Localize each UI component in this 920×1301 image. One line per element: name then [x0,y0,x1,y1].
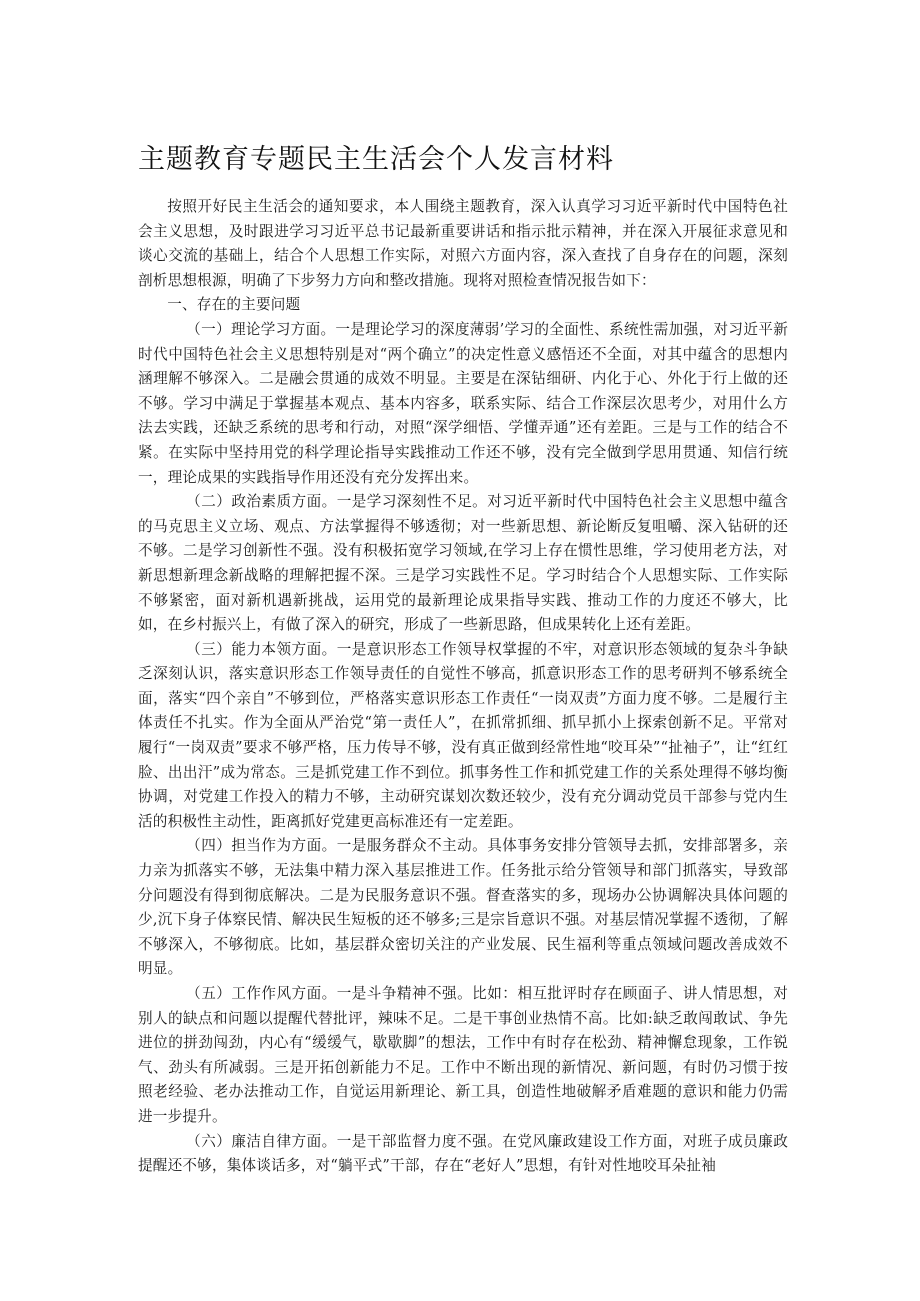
document-page [138,140,788,1179]
item-work-style: （五）工作作风方面。一是斗争精神不强。比如：相互批评时存在顾面子、讲人情思想，对别人的缺点和问题以提醒代替批评，辣味不足。二是干事创业热情不高。比如:缺乏敢闯敢试、争先进位的拼劲闯劲，内心有“缓缓气，歇歇脚”的想法，工作中有时存在松劲、精神懈怠现象，工作锐气、劲头有所减弱。三是开拓创新能力不足。工作中不断出现的新情况、新问题，有时仍习惯于按照老经验、老办法推动工作，自觉运用新理论、新工具，创造性地破解矛盾难题的意识和能力仍需进一步提升。 [138,985,788,1125]
item-integrity: （六）廉洁自律方面。一是干部监督力度不强。在党风廉政建设工作方面，对班子成员廉政提醒还不够，集体谈话多，对“躺平式”干部，存在“老好人”思想，有针对性地咬耳朵扯袖 [138,1132,788,1175]
section-heading-problems: 一、存在的主要问题 [167,296,301,314]
item-responsibility: （四）担当作为方面。一是服务群众不主动。具体事务安排分管领导去抓，安排部署多，亲力亲为抓落实不够，无法集中精力深入基层推进工作。任务批示给分管领导和部门抓落实，导致部分问题没有得到彻底解决。二是为民服务意识不强。督查落实的多，现场办公协调解决具体问题的少,沉下身子体察民情、解决民生短板的还不够多;三是宗旨意识不强。对基层情况掌握不透彻，了解不够深入，不够彻底。比如，基层群众密切关注的产业发展、民生福利等重点领域问题改善成效不明显。 [138,837,788,978]
item-theory-study: （一）理论学习方面。一是理论学习的深度薄弱’学习的全面性、系统性需加强，对习近平新时代中国特色社会主义思想特别是对“两个确立”的决定性意义感悟还不全面，对其中蕴含的思想内涵理解不够深入。二是融会贯通的成效不明显。主要是在深钻细研、内化于心、外化于行上做的还不够。学习中满足于掌握基本观点、基本内容多，联系实际、结合工作深层次思考少，对用什么方法去实践，还缺乏系统的思考和行动，对照“深学细悟、学懂弄通”还有差距。三是与工作的结合不紧。在实际中坚持用党的科学理论指导实践推动工作还不够，没有完全做到学思用贯通、知信行统一，理论成果的实践指导作用还没有充分发挥出来。 [138,320,788,486]
document-title: 主题教育专题民主生活会个人发言材料 [138,144,614,175]
intro-paragraph: 按照开好民主生活会的通知要求，本人围绕主题教育，深入认真学习习近平新时代中国特色社会主义思想，及时跟进学习习近平总书记最新重要讲话和指示批示精神，并在深入开展征求意见和谈心交流的基础上，结合个人思想工作实际，对照六方面内容，深入查找了自身存在的问题，深刻剖析思想根源，明确了下步努力方向和整改措施。现将对照检查情况报告如下： [138,198,788,289]
item-ability: （三）能力本领方面。一是意识形态工作领导权掌握的不牢，对意识形态领域的复杂斗争缺乏深刻认识，落实意识形态工作领导责任的自觉性不够高，抓意识形态工作的思考研判不够系统全面，落实“四个亲自”不够到位，严格落实意识形态工作责任“一岗双责”方面力度不够。二是履行主体责任不扎实。作为全面从严治党“第一责任人”，在抓常抓细、抓早抓小上探索创新不足。平常对履行“一岗双责”要求不够严格，压力传导不够，没有真正做到经常性地“咬耳朵”“扯袖子”，让“红红脸、出出汗”成为常态。三是抓党建工作不到位。抓事务性工作和抓党建工作的关系处理得不够均衡协调，对党建工作投入的精力不够，主动研究谋划次数还较少，没有充分调动党员干部参与党内生活的积极性主动性，距离抓好党建更高标准还有一定差距。 [138,640,788,830]
item-political-quality: （二）政治素质方面。一是学习深刻性不足。对习近平新时代中国特色社会主义思想中蕴含的马克思主义立场、观点、方法掌握得不够透彻；对一些新思想、新论断反复咀嚼、深入钻研的还不够。二是学习创新性不强。没有积极拓宽学习领域,在学习上存在惯性思维，学习使用老方法，对新思想新理念新战略的理解把握不深。三是学习实践性不足。学习时结合个人思想实际、工作实际不够紧密，面对新机遇新挑战，运用党的最新理论成果指导实践、推动工作的力度还不够大，比如，在乡村振兴上，有做了深入的研究，形成了一些新思路，但成果转化上还有差距。 [138,493,788,634]
